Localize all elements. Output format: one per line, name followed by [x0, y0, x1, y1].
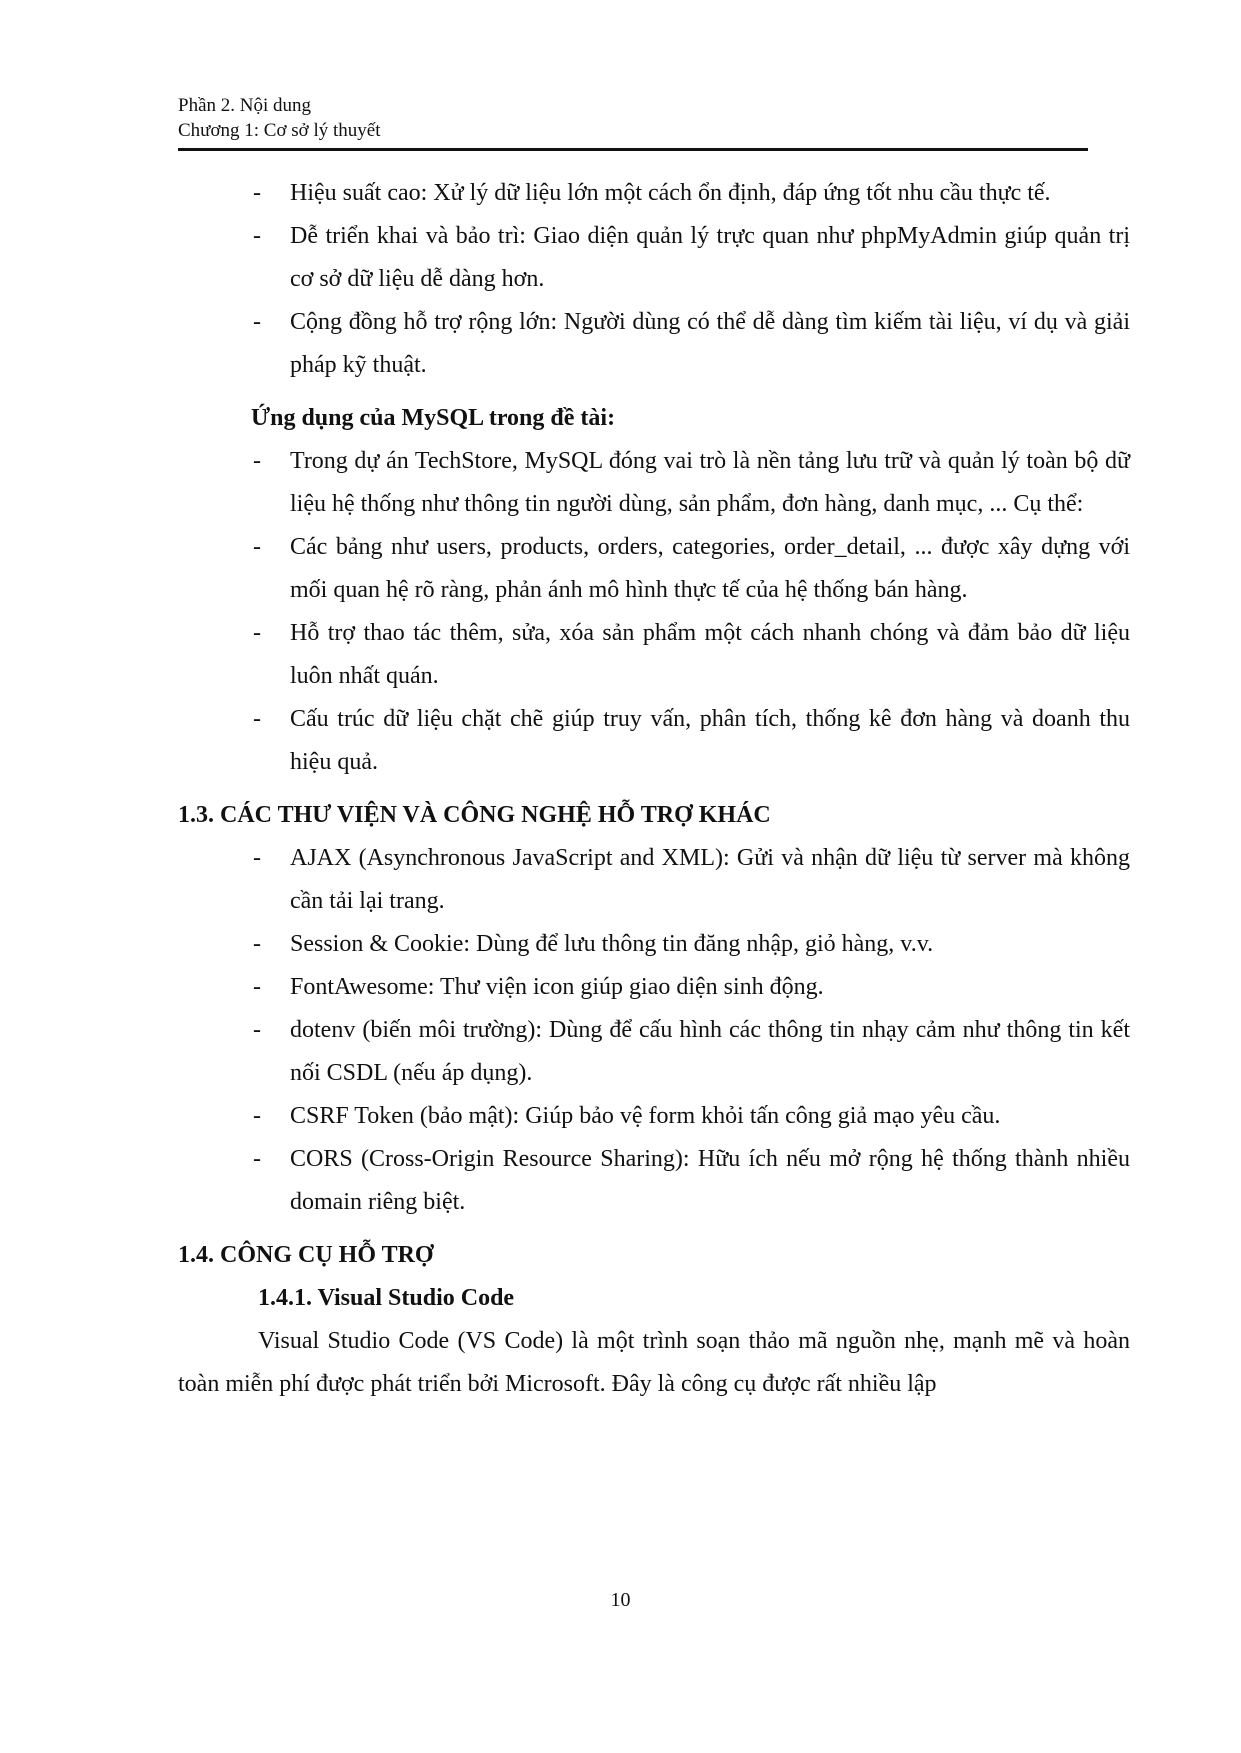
body-paragraph: Visual Studio Code (VS Code) là một trình soạn thảo mã nguồn nhẹ, mạnh mẽ và hoàn toàn miễn phí được phát triển bởi Microsoft. Đây là công cụ được rất nhiều lập [178, 1328, 1130, 1397]
list-item-text: Cấu trúc dữ liệu chặt chẽ giúp truy vấn, phân tích, thống kê đơn hàng và doanh thu hiệu quả. [290, 706, 1130, 775]
list-item-text: AJAX (Asynchronous JavaScript and XML): Gửi và nhận dữ liệu từ server mà không cần tải lại trang. [290, 845, 1130, 914]
list-item-text: CSRF Token (bảo mật): Giúp bảo vệ form khỏi tấn công giả mạo yêu cầu. [290, 1103, 1001, 1129]
list-item [178, 526, 1130, 612]
list-item-text: Hiệu suất cao: Xử lý dữ liệu lớn một cách ổn định, đáp ứng tốt nhu cầu thực tế. [290, 180, 1051, 206]
bullet-dash: - [253, 706, 261, 732]
list-item [178, 215, 1130, 301]
mysql-heading: Ứng dụng của MySQL trong đề tài: [251, 405, 616, 431]
list-item-text: Dễ triển khai và bảo trì: Giao diện quản lý trực quan như phpMyAdmin giúp quản trị cơ sở dữ liệu dễ dàng hơn. [290, 223, 1130, 292]
list-item-text: Các bảng như users, products, orders, categories, order_detail, ... được xây dựng với mối quan hệ rõ ràng, phản ánh mô hình thực tế của hệ thống bán hàng. [290, 534, 1130, 603]
header-rule [178, 148, 1088, 151]
header-chapter: Chương 1: Cơ sở lý thuyết [178, 120, 381, 141]
bullet-dash: - [253, 309, 261, 335]
page-number: 10 [610, 1589, 631, 1611]
bullet-dash: - [253, 180, 261, 206]
list-item [178, 172, 1130, 215]
bullet-dash: - [253, 1017, 261, 1043]
running-header [178, 93, 1088, 143]
list-item [178, 301, 1130, 387]
subsection-heading-1-4-1: 1.4.1. Visual Studio Code [258, 1285, 515, 1311]
bullet-dash: - [253, 931, 261, 957]
bullet-dash: - [253, 845, 261, 871]
bullet-dash: - [253, 620, 261, 646]
list-item-text: CORS (Cross-Origin Resource Sharing): Hữu ích nếu mở rộng hệ thống thành nhiều domain riêng biệt. [290, 1146, 1130, 1215]
bullet-dash: - [253, 1146, 261, 1172]
list-item [178, 612, 1130, 698]
page-content [178, 172, 1130, 1406]
list-item [178, 1138, 1130, 1224]
section-heading-1-4: 1.4. CÔNG CỤ HỖ TRỢ [178, 1242, 434, 1268]
bullet-dash: - [253, 1103, 261, 1129]
bullet-dash: - [253, 448, 261, 474]
list-item-text: Session & Cookie: Dùng để lưu thông tin đăng nhập, giỏ hàng, v.v. [290, 931, 934, 957]
list-item-text: Hỗ trợ thao tác thêm, sửa, xóa sản phẩm một cách nhanh chóng và đảm bảo dữ liệu luôn nhất quán. [290, 620, 1130, 689]
list-item [178, 923, 1130, 966]
section-heading-1-3: 1.3. CÁC THƯ VIỆN VÀ CÔNG NGHỆ HỖ TRỢ KHÁC [178, 802, 771, 828]
list-item [178, 1095, 1130, 1138]
list-item [178, 440, 1130, 526]
list-item-text: dotenv (biến môi trường): Dùng để cấu hình các thông tin nhạy cảm như thông tin kết nối CSDL (nếu áp dụng). [290, 1017, 1130, 1086]
list-item [178, 966, 1130, 1009]
list-item-text: Cộng đồng hỗ trợ rộng lớn: Người dùng có thể dễ dàng tìm kiếm tài liệu, ví dụ và giải pháp kỹ thuật. [290, 309, 1130, 378]
list-item [178, 1009, 1130, 1095]
header-part: Phần 2. Nội dung [178, 95, 311, 116]
list-item-text: Trong dự án TechStore, MySQL đóng vai trò là nền tảng lưu trữ và quản lý toàn bộ dữ liệu hệ thống như thông tin người dùng, sản phẩm, đơn hàng, danh mục, ... Cụ thể: [290, 448, 1130, 517]
bullet-dash: - [253, 974, 261, 1000]
list-item [178, 837, 1130, 923]
bullet-dash: - [253, 223, 261, 249]
list-item [178, 698, 1130, 784]
list-item-text: FontAwesome: Thư viện icon giúp giao diện sinh động. [290, 974, 824, 1000]
bullet-dash: - [253, 534, 261, 560]
